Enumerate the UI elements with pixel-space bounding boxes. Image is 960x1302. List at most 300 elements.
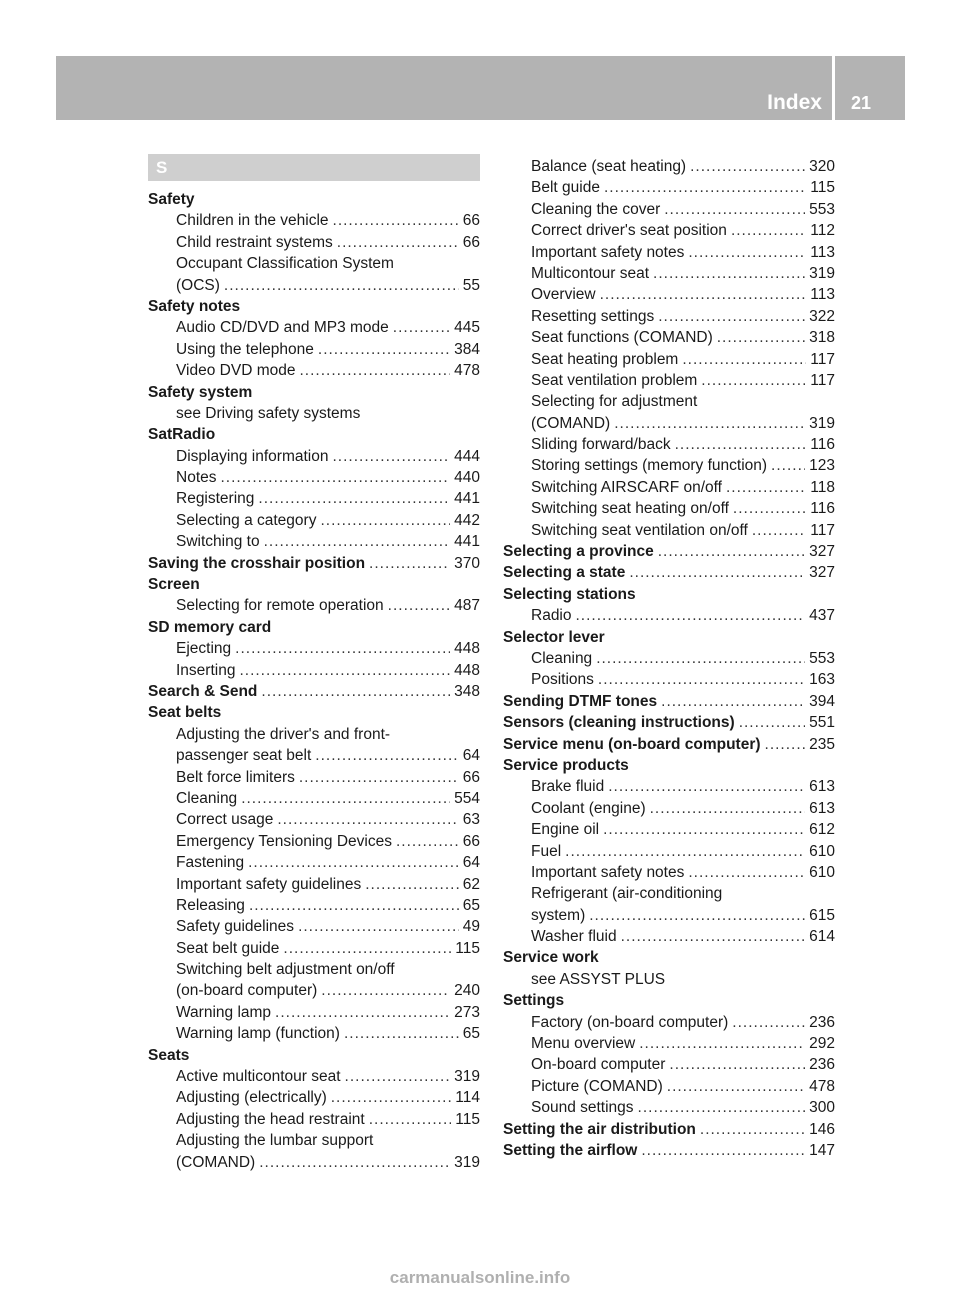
entry-text: Multicontour seat — [531, 264, 650, 282]
entry-text: Selecting for adjustment — [531, 393, 698, 411]
entry-page-number: 441 — [454, 490, 480, 508]
entry-text: Switching belt adjustment on/off — [176, 961, 395, 979]
entry-text: On-board computer — [531, 1056, 666, 1074]
entry-page-number: 384 — [454, 340, 480, 358]
index-entry — [148, 1023, 480, 1044]
index-entry — [503, 156, 835, 177]
dot-leader — [299, 767, 459, 788]
entry-text: Occupant Classification System — [176, 255, 394, 273]
entry-page-number: 553 — [809, 200, 835, 218]
entry-page-number: 370 — [454, 554, 480, 572]
entry-page-number: 66 — [462, 233, 480, 251]
entry-text: Seat heating problem — [531, 350, 679, 368]
entry-page-number: 116 — [810, 436, 835, 454]
entry-page-number: 444 — [454, 447, 480, 465]
entry-text: Displaying information — [176, 447, 329, 465]
dot-leader — [275, 1002, 450, 1023]
dot-leader — [258, 488, 450, 509]
index-heading — [503, 627, 835, 648]
entry-text: Sensors (cleaning instructions) — [503, 714, 735, 732]
entry-text: Safety — [148, 191, 195, 208]
entry-text: Ejecting — [176, 640, 232, 658]
dot-leader — [589, 905, 805, 926]
entry-text: Using the telephone — [176, 340, 314, 358]
entry-page-number: 292 — [809, 1035, 835, 1053]
entry-text: Adjusting (electrically) — [176, 1089, 327, 1107]
entry-text: Switching seat ventilation on/off — [531, 521, 748, 539]
dot-leader — [333, 446, 451, 467]
entry-text: Sound settings — [531, 1099, 634, 1117]
dot-leader — [259, 1152, 450, 1173]
index-entry — [503, 177, 835, 198]
entry-page-number: 66 — [462, 832, 480, 850]
entry-page-number: 112 — [810, 222, 835, 240]
entry-page-number: 62 — [462, 875, 480, 893]
index-entry — [148, 339, 480, 360]
index-entry — [148, 467, 480, 488]
entry-page-number: 614 — [809, 928, 835, 946]
dot-leader — [369, 1109, 452, 1130]
index-heading — [148, 296, 480, 317]
dot-leader — [733, 498, 806, 519]
entry-page-number: 235 — [809, 735, 835, 753]
dot-leader — [241, 788, 450, 809]
dot-leader — [664, 199, 805, 220]
entry-page-number: 320 — [809, 158, 835, 175]
entry-text: Search & Send — [148, 682, 258, 700]
dot-leader — [661, 691, 805, 712]
index-entry — [503, 434, 835, 455]
entry-page-number: 66 — [462, 212, 480, 230]
index-entry — [148, 488, 480, 509]
index-heading — [503, 1140, 835, 1161]
entry-text: Selecting a category — [176, 511, 317, 529]
dot-leader — [701, 370, 806, 391]
entry-text: Safety guidelines — [176, 918, 295, 936]
section-letter: S — [156, 158, 168, 177]
index-entry — [503, 1097, 835, 1118]
index-entry — [503, 306, 835, 327]
entry-text: Setting the airflow — [503, 1141, 638, 1159]
entry-text: Coolant (engine) — [531, 799, 646, 817]
index-entry — [503, 819, 835, 840]
entry-text: Correct driver's seat position — [531, 222, 727, 240]
dot-leader — [739, 712, 805, 733]
dot-leader — [337, 232, 459, 253]
dot-leader — [639, 1033, 805, 1054]
entry-page-number: 319 — [454, 1153, 480, 1171]
entry-page-number: 49 — [462, 918, 480, 936]
entry-page-number: 440 — [454, 469, 480, 487]
entry-text: Adjusting the head restraint — [176, 1110, 365, 1128]
entry-page-number: 318 — [809, 329, 835, 347]
index-entry — [503, 669, 835, 690]
entry-text: Setting the air distribution — [503, 1120, 696, 1138]
entry-page-number: 236 — [809, 1056, 835, 1074]
entry-text: Safety notes — [148, 297, 241, 315]
dot-leader — [261, 681, 450, 702]
index-entry — [503, 841, 835, 862]
entry-page-number: 322 — [809, 307, 835, 325]
entry-text: (COMAND) — [176, 1153, 256, 1171]
entry-text: Seat functions (COMAND) — [531, 329, 713, 347]
entry-page-number: 487 — [454, 597, 480, 615]
entry-text: Safety system — [148, 383, 253, 401]
index-heading — [503, 755, 835, 776]
index-heading — [148, 617, 480, 638]
index-entry — [148, 809, 480, 830]
entry-text: passenger seat belt — [176, 747, 312, 765]
entry-text: Seat belts — [148, 704, 222, 722]
dot-leader — [298, 916, 459, 937]
entry-text: Cleaning — [531, 649, 593, 667]
index-entry — [503, 391, 835, 412]
entry-page-number: 327 — [809, 564, 835, 582]
entry-page-number: 478 — [454, 362, 480, 380]
index-heading — [503, 712, 835, 733]
entry-text: Audio CD/DVD and MP3 mode — [176, 319, 389, 337]
entry-text: Selecting a province — [503, 543, 654, 561]
dot-leader — [669, 1054, 805, 1075]
index-heading — [148, 553, 480, 574]
entry-text: Screen — [148, 576, 200, 594]
index-entry — [503, 862, 835, 883]
index-entry — [148, 595, 480, 616]
page-number: 21 — [850, 93, 871, 113]
entry-text: Service work — [503, 949, 599, 967]
section-header — [148, 154, 480, 181]
dot-leader — [388, 595, 450, 616]
index-entry — [503, 776, 835, 797]
dot-leader — [638, 1097, 806, 1118]
index-entry — [148, 317, 480, 338]
entry-text: Menu overview — [531, 1035, 636, 1053]
entry-text: Sliding forward/back — [531, 436, 671, 454]
entry-page-number: 612 — [809, 821, 835, 839]
index-heading — [503, 947, 835, 968]
dot-leader — [688, 242, 806, 263]
entry-page-number: 300 — [809, 1099, 835, 1117]
entry-page-number: 319 — [454, 1068, 480, 1086]
index-entry — [148, 1130, 480, 1151]
entry-page-number: 146 — [809, 1120, 835, 1138]
index-heading — [148, 1045, 480, 1066]
entry-text: Adjusting the lumbar support — [176, 1132, 374, 1150]
entry-page-number: 327 — [809, 543, 835, 561]
entry-page-number: 65 — [462, 896, 480, 914]
index-entry — [148, 724, 480, 745]
index-entry — [148, 360, 480, 381]
index-entry — [503, 199, 835, 220]
index-entry — [503, 969, 835, 990]
header-divider — [832, 56, 835, 120]
entry-text: Refrigerant (air-conditioning — [531, 885, 723, 903]
index-entry — [503, 520, 835, 541]
dot-leader — [315, 745, 458, 766]
index-entry — [503, 1076, 835, 1097]
entry-page-number: 114 — [455, 1089, 480, 1107]
dot-leader — [731, 220, 806, 241]
dot-leader — [658, 306, 805, 327]
dot-leader — [248, 852, 459, 873]
index-entry — [503, 477, 835, 498]
entry-page-number: 115 — [455, 939, 480, 957]
dot-leader — [600, 284, 807, 305]
entry-text: Cleaning — [176, 789, 238, 807]
entry-text: Correct usage — [176, 811, 274, 829]
entry-page-number: 348 — [454, 682, 480, 700]
index-column-right — [503, 156, 835, 1161]
index-entry — [148, 980, 480, 1001]
index-entry — [503, 263, 835, 284]
index-entry — [148, 1066, 480, 1087]
dot-leader — [621, 926, 806, 947]
entry-text: Child restraint systems — [176, 233, 333, 251]
dot-leader — [283, 938, 451, 959]
entry-page-number: 117 — [810, 521, 835, 539]
index-entry — [148, 232, 480, 253]
entry-page-number: 118 — [810, 478, 835, 496]
index-entry — [148, 895, 480, 916]
index-heading — [148, 702, 480, 723]
entry-text: (COMAND) — [531, 414, 611, 432]
entry-page-number: 553 — [809, 649, 835, 667]
index-entry — [503, 648, 835, 669]
index-entry — [503, 327, 835, 348]
dot-leader — [614, 413, 805, 434]
dot-leader — [277, 809, 458, 830]
entry-text: Children in the vehicle — [176, 212, 329, 230]
dot-leader — [726, 477, 806, 498]
dot-leader — [365, 874, 459, 895]
dot-leader — [608, 776, 805, 797]
entry-text: Switching seat heating on/off — [531, 500, 729, 518]
entry-page-number: 64 — [462, 854, 480, 872]
index-column-left — [148, 154, 480, 1173]
entry-text: Selecting stations — [503, 585, 636, 603]
page-header — [56, 56, 905, 120]
entry-text: Washer fluid — [531, 928, 617, 946]
entry-page-number: 66 — [462, 768, 480, 786]
entry-text: Selector lever — [503, 628, 605, 646]
entry-text: Factory (on-board computer) — [531, 1013, 729, 1031]
entry-text: Selecting a state — [503, 564, 626, 582]
dot-leader — [629, 562, 805, 583]
dot-leader — [393, 317, 450, 338]
entry-page-number: 65 — [462, 1025, 480, 1043]
dot-leader — [596, 648, 805, 669]
entry-text: Fuel — [531, 842, 562, 860]
entry-page-number: 610 — [809, 842, 835, 860]
index-entry — [148, 510, 480, 531]
entry-text: Balance (seat heating) — [531, 158, 687, 175]
index-entry — [148, 916, 480, 937]
dot-leader — [603, 819, 805, 840]
entry-text: Belt force limiters — [176, 768, 295, 786]
entry-text: Resetting settings — [531, 307, 655, 325]
entry-page-number: 116 — [810, 500, 835, 518]
entry-text: Switching AIRSCARF on/off — [531, 478, 722, 496]
entry-page-number: 55 — [462, 276, 480, 294]
dot-leader — [576, 605, 806, 626]
dot-leader — [771, 455, 805, 476]
dot-leader — [396, 831, 459, 852]
index-entry — [148, 1002, 480, 1023]
index-entry — [148, 638, 480, 659]
entry-text: Video DVD mode — [176, 362, 296, 380]
entry-text: Saving the crosshair position — [148, 554, 366, 572]
index-entry — [503, 883, 835, 904]
dot-leader — [221, 467, 451, 488]
dot-leader — [344, 1023, 459, 1044]
index-entries-right — [503, 156, 835, 1161]
entry-text: see Driving safety systems — [176, 404, 361, 422]
entry-text: (on-board computer) — [176, 982, 318, 1000]
entry-text: Active multicontour seat — [176, 1068, 341, 1086]
entry-page-number: 448 — [454, 661, 480, 679]
entry-page-number: 113 — [810, 243, 835, 261]
dot-leader — [650, 798, 806, 819]
entry-text: Important safety notes — [531, 243, 685, 261]
index-entry — [503, 370, 835, 391]
entry-page-number: 442 — [454, 511, 480, 529]
index-heading — [503, 584, 835, 605]
index-entry — [503, 1012, 835, 1033]
entry-text: system) — [531, 906, 586, 924]
entry-page-number: 117 — [810, 371, 835, 389]
index-entry — [503, 498, 835, 519]
entry-page-number: 319 — [809, 264, 835, 282]
dot-leader — [688, 862, 805, 883]
index-heading — [148, 424, 480, 445]
entry-text: Adjusting the driver's and front- — [176, 725, 391, 743]
entry-page-number: 147 — [809, 1141, 835, 1159]
index-entry — [503, 455, 835, 476]
entry-page-number: 115 — [810, 179, 835, 197]
entry-text: Important safety guidelines — [176, 875, 362, 893]
index-entry — [148, 660, 480, 681]
entry-page-number: 610 — [809, 863, 835, 881]
entry-text: Emergency Tensioning Devices — [176, 832, 392, 850]
dot-leader — [331, 1087, 452, 1108]
entry-text: Seat ventilation problem — [531, 371, 698, 389]
dot-leader — [765, 734, 806, 755]
entry-text: Inserting — [176, 661, 236, 679]
index-entry — [503, 349, 835, 370]
entry-text: Radio — [531, 607, 572, 625]
dot-leader — [333, 210, 459, 231]
index-entry — [148, 938, 480, 959]
dot-leader — [667, 1076, 805, 1097]
entry-text: Belt guide — [531, 179, 600, 197]
entry-page-number: 478 — [809, 1077, 835, 1095]
dot-leader — [598, 669, 805, 690]
dot-leader — [264, 531, 451, 552]
index-heading — [503, 734, 835, 755]
dot-leader — [235, 638, 450, 659]
index-entry — [148, 788, 480, 809]
entry-text: Warning lamp — [176, 1003, 272, 1021]
dot-leader — [299, 360, 450, 381]
entry-text: Service menu (on-board computer) — [503, 735, 761, 753]
entry-text: Fastening — [176, 854, 245, 872]
entry-text: Overview — [531, 286, 596, 304]
dot-leader — [700, 1119, 805, 1140]
entry-text: Storing settings (memory function) — [531, 457, 768, 475]
entry-text: Picture (COMAND) — [531, 1077, 663, 1095]
entry-text: Switching to — [176, 533, 260, 551]
index-entry — [148, 874, 480, 895]
index-entry — [148, 959, 480, 980]
index-entry — [503, 926, 835, 947]
dot-leader — [690, 156, 805, 177]
dot-leader — [604, 177, 806, 198]
entry-page-number: 445 — [454, 319, 480, 337]
entry-text: SD memory card — [148, 618, 272, 636]
entry-text: Positions — [531, 671, 594, 689]
entry-page-number: 437 — [809, 607, 835, 625]
index-heading — [503, 541, 835, 562]
index-entry — [148, 253, 480, 274]
dot-leader — [658, 541, 805, 562]
dot-leader — [318, 339, 450, 360]
entry-page-number: 319 — [809, 414, 835, 432]
dot-leader — [653, 263, 805, 284]
entry-text: Important safety notes — [531, 863, 685, 881]
entry-text: Settings — [503, 992, 565, 1010]
dot-leader — [249, 895, 459, 916]
dot-leader — [321, 980, 450, 1001]
index-entry — [503, 1033, 835, 1054]
entry-page-number: 448 — [454, 640, 480, 658]
index-entry — [148, 1109, 480, 1130]
dot-leader — [369, 553, 450, 574]
index-entry — [503, 284, 835, 305]
index-entry — [148, 1087, 480, 1108]
entry-page-number: 236 — [809, 1013, 835, 1031]
index-heading — [148, 189, 480, 210]
index-entry — [503, 905, 835, 926]
entry-text: Brake fluid — [531, 778, 605, 796]
entry-page-number: 117 — [810, 350, 835, 368]
entry-text: Notes — [176, 469, 217, 487]
entry-text: Selecting for remote operation — [176, 597, 384, 615]
index-entry — [148, 210, 480, 231]
index-entry — [503, 798, 835, 819]
index-entry — [148, 1152, 480, 1173]
entry-text: Sending DTMF tones — [503, 692, 658, 710]
index-entry — [148, 531, 480, 552]
entry-text: Warning lamp (function) — [176, 1025, 340, 1043]
index-entry — [503, 242, 835, 263]
index-entry — [503, 220, 835, 241]
index-entry — [148, 852, 480, 873]
index-heading — [503, 691, 835, 712]
dot-leader — [239, 660, 450, 681]
dot-leader — [732, 1012, 805, 1033]
index-entry — [148, 403, 480, 424]
dot-leader — [675, 434, 807, 455]
entry-page-number: 613 — [809, 778, 835, 796]
entry-page-number: 63 — [462, 811, 480, 829]
index-entries-left — [148, 189, 480, 1173]
entry-page-number: 163 — [809, 671, 835, 689]
entry-text: Engine oil — [531, 821, 600, 839]
dot-leader — [752, 520, 806, 541]
entry-text: Seat belt guide — [176, 939, 280, 957]
index-entry — [148, 831, 480, 852]
index-entry — [148, 446, 480, 467]
